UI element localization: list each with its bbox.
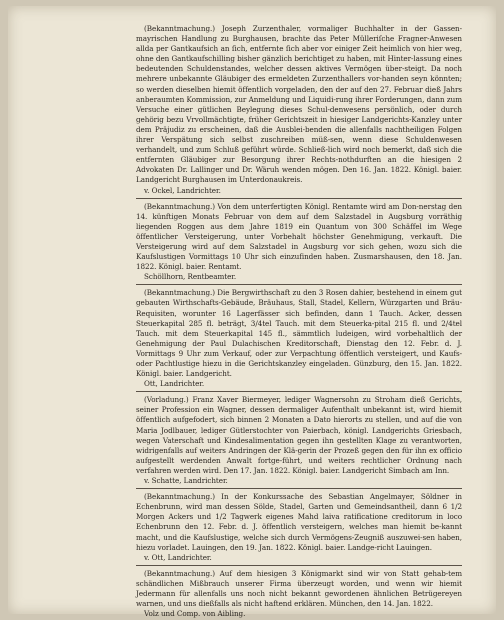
notice-text: (Bekanntmachung.) In der Konkurssache des Sebastian Angelmayer, Söldner in Echenbrunn, wird man dessen Sölde, Stadel, Garten und Gemeindsantheil, dann 6 1/2 Morgen Ackers und 1/2 Tagwerk eigenes Mahd laiva ratificatione creditorum in loco Echenbrunn den 12. Febr. d. J. öffentlich versteigern, welches man hiemit be-kannt macht, und die Kaufslustige, welche sich durch Vermögens-Zeugniß auszuwei-sen haben, hiezu vorladet. Lauingen, den 19. Jan. 1822. Königl. baier. Landge-richt Lauingen. xyxy=(136,492,462,552)
notice-vorladung xyxy=(136,391,462,486)
notice-signature: Ott, Landrichter. xyxy=(144,379,205,389)
notice-signature: Volz und Comp. von Aibling. xyxy=(144,609,246,619)
notice-bergwirthschaft xyxy=(136,284,462,389)
notice-text: (Bekanntmachung.) Joseph Zurzenthaler, vormaliger Buchhalter in der Gassen-mayrischen Handlung zu Burghausen, brachte das Peter Mülleriſche Fragner-Anwesen allda per Gantkaufsich an ſich, entfernte ſich aber vor einiger Zeit heimlich von hier weg, ohne den Gantkaufschilling bisher gänzlich berichtiget zu haben, mit Hinter-lassung eines bedeutenden Schuldenstandes, welcher dessen aktives Vermögen über-steigt. Da noch mehrere unbekannte Gläubiger des ermeldeten Zurzenthallers vor-handen seyn könnten; so werden dieselben hiemit öffentlich vorgeladen, den der auf den 27. Februar dieß Jahrs anberaumten Kommission, zur Anmeldung und Liquidi-rung ihrer Forderungen, dann zum Versuche einer gütlichen Beylegung dieses Schul-denwesens persönlich, oder durch gehörig bezu Vrvollmächtigte, früher Gerichtszeit in hiesiger Landgerichts-Kanzley unter dem Präjudiz zu erscheinen, daß die Ausblei-benden die allenfalls nachtheiligen Folgen ihrer Verspätung sich selbst zuschreiben müß-sen, wenn diese Schuldenwesen verhandelt, und zum Schluß geführt würde. Schließ-lich wird noch bemerkt, daß sich die entfernten Gläubiger zur Besorgung ihrer Rechts-nothdurften an die hiesigen 2 Advokaten Dr. Lallinger und Dr. Wäruh wenden mögen. Den 16. Jan. 1822. Königl. baier. Landgericht Burghausen im Unterdonaukreis. xyxy=(136,24,462,185)
notice-text: (Bekanntmachung.) Die Bergwirthschaft zu den 3 Rosen dahier, bestehend in einem gut gebauten Wirthschafts-Gebäude, Bräuhaus, Stall, Stadel, Kellern, Würzgarten und Bräu-Requisiten, worunter 16 Lagerfässer sich befinden, dann 1 Tauch. Acker, dessen Steuerkapital 285 fl. beträgt, 3/4tel Tauch. mit dem Steuerka-pital 215 fl. und 2/4tel Tauch. mit dem Steuerkapital 145 fl., sämmtlich ludeigen, wird vorbehaltlich der Genehmigung der Paul Dulachischen Kreditorschaft, Dienstag den 12. Febr. d. J. Vormittags 9 Uhr zum Verkauf, oder zur Verpachtung öffentlich versteigert, und Kaufs- oder Pachtlustige hiezu in die Gerichtskanzley eingeladen. Günzburg, den 15. Jan. 1822. Königl. baier. Landgericht. xyxy=(136,288,462,379)
notice-text: (Bekanntmachung.) Auf dem hiesigen 3 Königmarkt sind wir von Statt gehab-tem schändlichen Mißbrauch unserer Firma überzeugt worden, und wenn wir hiemit Jedermann für allenfalls uns noch nicht bekannt gewordenen ähnlichen Betrügereyen warnen, und uns dießfalls als nicht haftend erklären. München, den 14. Jan. 1822. xyxy=(136,568,462,609)
notice-signature: v. Ockel, Landrichter. xyxy=(144,185,221,195)
notice-rentamt xyxy=(136,198,462,283)
notice-signature: v. Schatte, Landrichter. xyxy=(144,476,228,486)
notice-konkurs xyxy=(136,488,462,563)
newspaper-page xyxy=(8,6,496,619)
notice-firma xyxy=(136,565,462,619)
notices-column xyxy=(136,24,462,619)
notice-zurzenthaler xyxy=(136,24,462,196)
notice-text: (Bekanntmachung.) Von dem unterfertigten Königl. Rentamte wird am Don-nerstag den 14. künftigen Monats Februar von dem auf dem Salzstadel in Augsburg vorräthig liegenden Roggen aus dem Jahre 1819 ein Quantum von 300 Schäffel im Wege öffentlicher Versteigerung, unter Vorbehalt höchster Genehmigung, verkauft. Die Versteigerung wird auf dem Salzstadel in Augsburg vor sich gehen, wozu sich die Kaufslustigen Vormittags 10 Uhr sich einzufinden haben. Zusmarshausen, den 18. Jan. 1822. Königl. baier. Rentamt. xyxy=(136,201,462,272)
notice-signature: v. Ott, Landrichter. xyxy=(144,552,212,562)
notice-text: (Vorladung.) Franz Xaver Biermeyer, lediger Wagnersohn zu Stroham dieß Gerichts, seiner Profession ein Wagner, dessen dermaliger Aufenthalt unbekannt ist, wird hiemit öffentlich aufgefodert, sich binnen 2 Monaten a Dato hierorts zu stellen, und auf die von Maria Jodlbauer, lediger Gütlerstochter von Paierbach, königl. Landgerichts Griesbach, wegen Vaterschaft und Kindesalimentation gegen ihn gestellten Klage zu verantworten, widrigenfalls auf weiters Andringen der Klä-gerin der Prozeß gegen den für ihn ex officio aufgestellt werdenden Anwalt fortge-führt, und weiters rechtlicher Ordnung nach verfahren werden wird. Den 17. Jan. 1822. Königl. baier. Landgericht Simbach am Inn. xyxy=(136,395,462,475)
notice-signature: Schöllhorn, Rentbeamter. xyxy=(144,272,237,282)
